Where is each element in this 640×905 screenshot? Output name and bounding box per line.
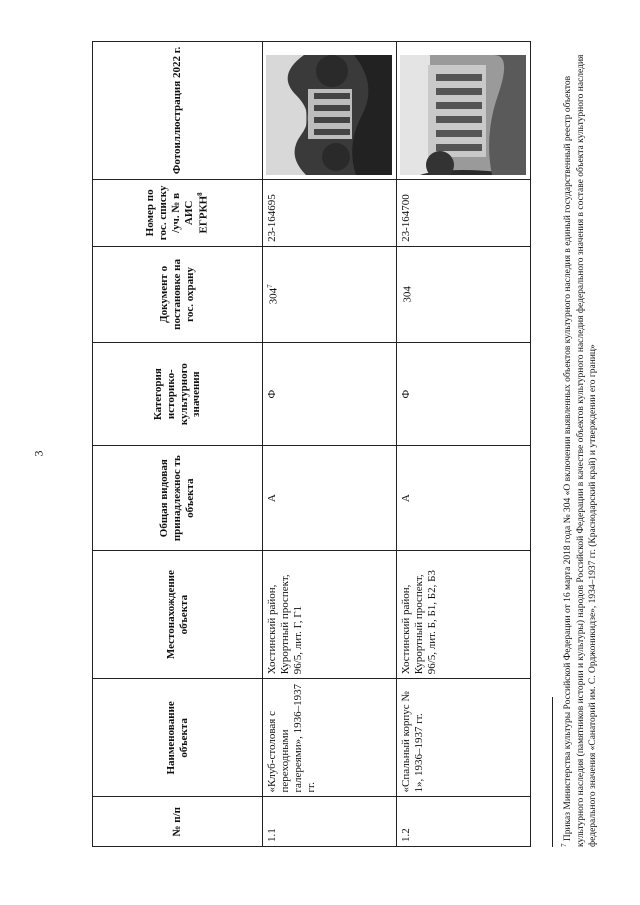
- row-name: «Спальный корпус № 1», 1936–1937 гг.: [397, 679, 531, 797]
- footnote-text: Приказ Министерства культуры Российской Федерации от 16 марта 2018 года № 304 «О включении выявленных объектов культурного наследия в единый государственный реестр объектов культурного наследия (памятников истории и культуры) народов Российской Федерации в качестве объектов культурного наследия федерального значения в составе объекта культурного наследия федерального значения «Санаторий им. С. Орджоникидзе», 1934–1937 гг. (Краснодарский край) и утверждении его границ»: [563, 54, 598, 847]
- header-category: Категория историко-культурного значения: [93, 342, 263, 445]
- header-type: Общая видовая принадлежнос ть объекта: [93, 446, 263, 551]
- row-photo-cell: [263, 42, 397, 180]
- row-num: 1.1: [263, 797, 397, 847]
- photo-sleeping-building: [400, 55, 526, 175]
- row-category: Ф: [263, 342, 397, 445]
- row-type: А: [263, 446, 397, 551]
- row-document: [263, 246, 397, 342]
- header-reg-text: Номер по гос. списку /уч. № в АИС ЕГРКН: [144, 185, 210, 241]
- row-location: Хостинский район, Курортный проспект, 96/5, лит. Г, Г1: [263, 550, 397, 678]
- footnote-sup: 7: [560, 843, 568, 847]
- row-category: Ф: [397, 342, 531, 445]
- header-document: Документ о постановке на гос. охрану: [93, 246, 263, 342]
- row-reg-number: 23-164700: [397, 179, 531, 246]
- row-document: [397, 246, 531, 342]
- header-num: № п/п: [93, 797, 263, 847]
- header-reg-number: [93, 179, 263, 246]
- row-document-sup: 7: [266, 284, 274, 288]
- footnote-divider: [552, 697, 553, 847]
- heritage-register-table: [92, 41, 531, 847]
- header-reg-sup: 8: [196, 192, 205, 196]
- row-document-text: 304: [401, 286, 414, 303]
- table-header-row: [93, 42, 263, 847]
- footnote: [560, 47, 599, 847]
- page-number: 3: [31, 450, 46, 457]
- row-reg-number: 23-164695: [263, 179, 397, 246]
- row-location: Хостинский район, Курортный проспект, 96/5, лит. Б, Б1, Б2, Б3: [397, 550, 531, 678]
- row-document-text: 304: [267, 287, 280, 305]
- header-name: Наименование объекта: [93, 679, 263, 797]
- row-num: 1.2: [397, 797, 531, 847]
- header-location: Местонахождение объекта: [93, 550, 263, 678]
- row-name: «Клуб-столовая с переходными галереями», 1936–1937 гг.: [263, 679, 397, 797]
- table-row: [263, 42, 397, 847]
- header-photo: Фотоиллюстрация 2022 г.: [93, 42, 263, 180]
- photo-club-dining: [266, 55, 392, 175]
- row-type: А: [397, 446, 531, 551]
- row-photo-cell: [397, 42, 531, 180]
- table-row: [397, 42, 531, 847]
